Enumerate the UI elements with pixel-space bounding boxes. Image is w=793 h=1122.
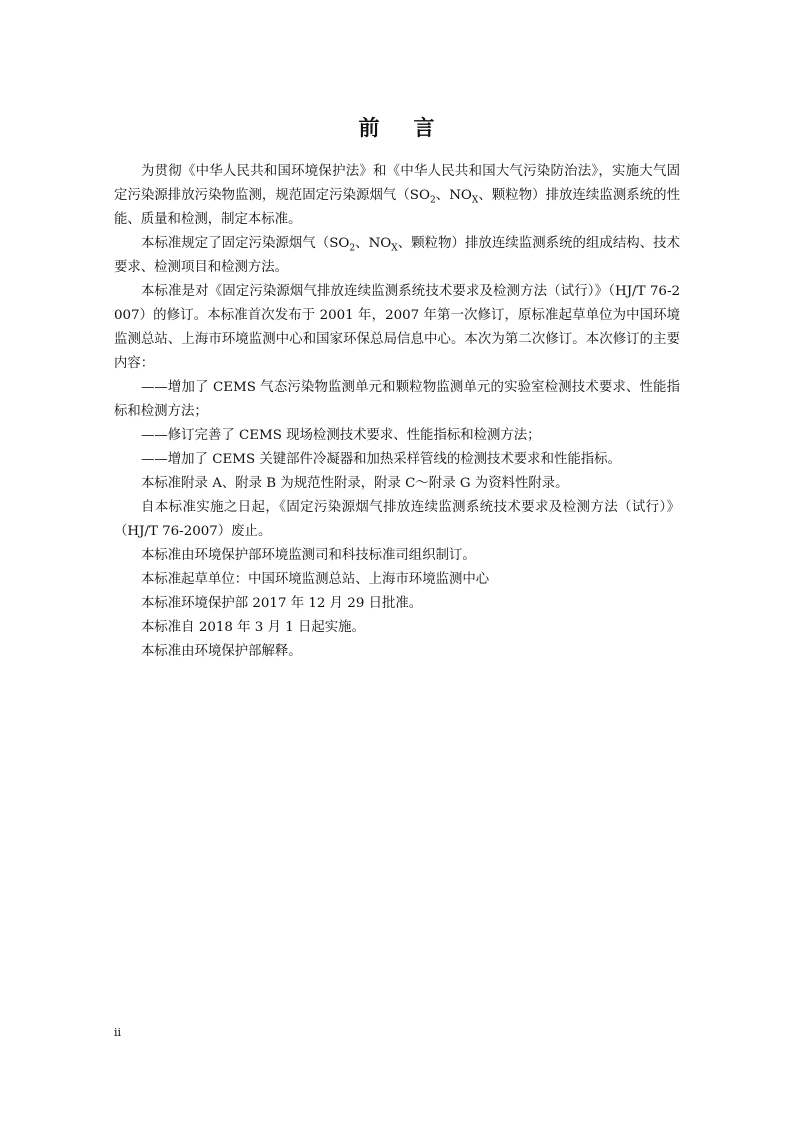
subscript: 2	[349, 243, 356, 254]
paragraph-revision-item-2: ——修订完善了 CEMS 现场检测技术要求、性能指标和检测方法；	[141, 428, 541, 443]
paragraph-scope	[114, 232, 680, 280]
paragraph-appendix: 本标准附录 A、附录 B 为规范性附录，附录 C～附录 G 为资料性附录。	[141, 476, 569, 491]
paragraph-text: 、颗粒物）排放连续监测系统的性能、质量和检测，制定本标准。	[114, 188, 680, 227]
paragraph-drafting-units: 本标准起草单位：中国环境监测总站、上海市环境监测中心	[141, 572, 490, 587]
paragraph-text: 、颗粒物）排放连续监测系统的组成结构、技术要求、检测项目和检测方法。	[114, 236, 681, 275]
paragraph-text: 、NO	[355, 236, 392, 251]
paragraph-text: 本标准规定了固定污染源烟气（SO	[141, 236, 350, 251]
paragraph-revision-history: 本标准是对《固定污染源烟气排放连续监测系统技术要求及检测方法（试行）》（HJ/T 76-2007）的修订。本标准首次发布于 2001 年，2007 年第一次修订，原标准起草单位为中国环境监测总站、上海市环境监测中心和国家环保总局信息中心。本次为第二次修订。本次修订的主要内容：	[114, 284, 680, 371]
page-number: ii	[114, 1026, 122, 1039]
paragraph-repeal: 自本标准实施之日起，《固定污染源烟气排放连续监测系统技术要求及检测方法（试行）》（HJ/T 76-2007）废止。	[114, 500, 680, 539]
subscript: X	[391, 243, 398, 254]
page-title: 前言	[358, 116, 469, 140]
subscript: X	[471, 195, 479, 206]
paragraph-revision-item-3: ——增加了 CEMS 关键部件冷凝器和加热采样管线的检测技术要求和性能指标。	[141, 452, 621, 467]
paragraph-text: 、NO	[435, 188, 472, 203]
paragraph-approval: 本标准环境保护部 2017 年 12 月 29 日批准。	[141, 596, 423, 611]
paragraph-revision-item-1: ——增加了 CEMS 气态污染物监测单元和颗粒物监测单元的实验室检测技术要求、性能指标和检测方法；	[114, 380, 680, 419]
subscript: 2	[429, 195, 436, 206]
paragraph-text: 为贯彻《中华人民共和国环境保护法》和《中华人民共和国大气污染防治法》，实施大气固定污染源排放污染物监测，规范固定污染源烟气（SO	[114, 164, 680, 203]
paragraph-implementation: 本标准自 2018 年 3 月 1 日起实施。	[141, 620, 365, 635]
paragraph-organizer: 本标准由环境保护部环境监测司和科技标准司组织制订。	[141, 548, 476, 563]
preface-body	[114, 160, 680, 664]
paragraph-interpretation: 本标准由环境保护部解释。	[141, 644, 302, 659]
paragraph-purpose	[114, 160, 680, 232]
